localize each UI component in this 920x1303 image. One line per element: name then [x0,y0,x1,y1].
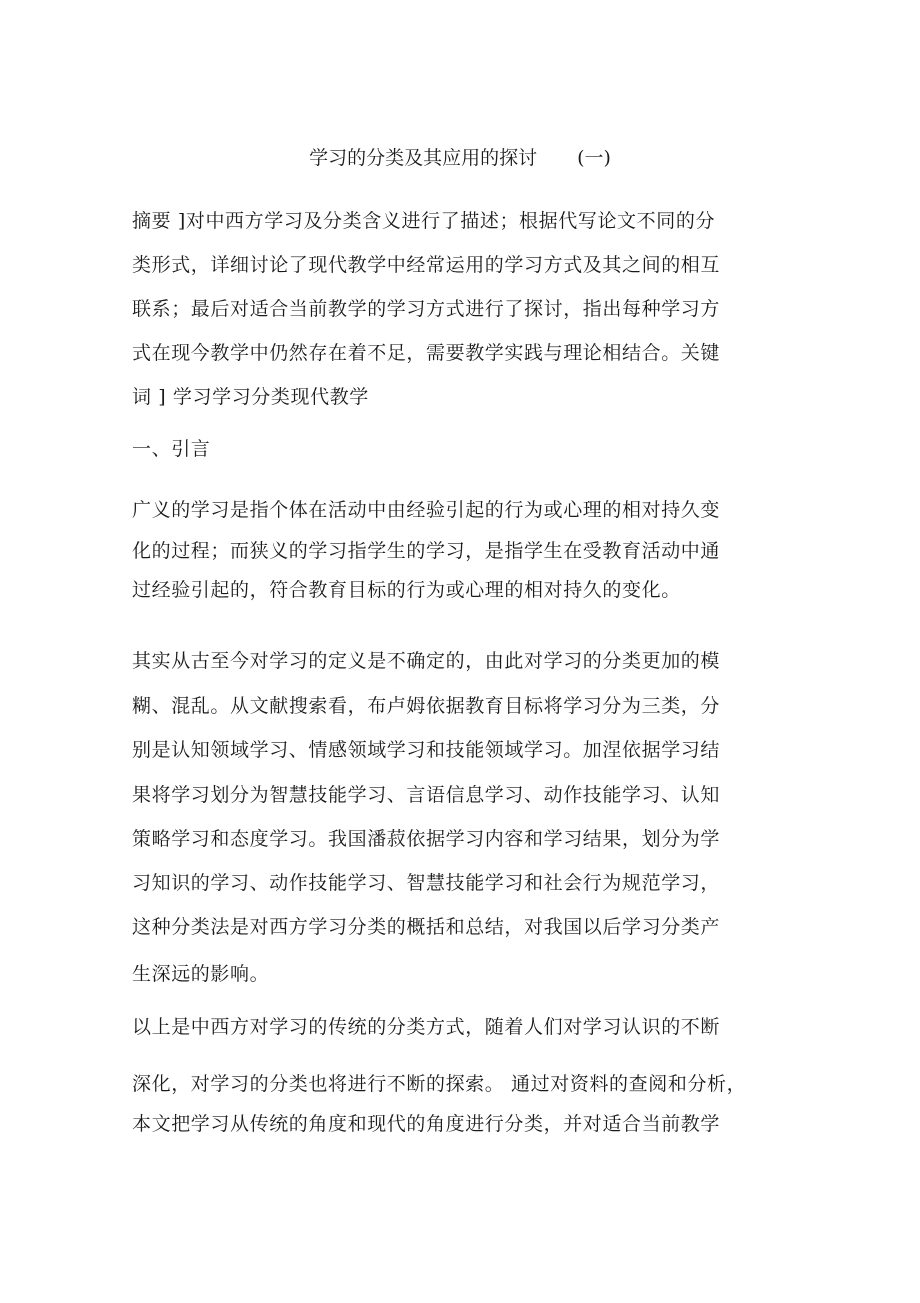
paragraph-3-line-2: 深化，对学习的分类也将进行不断的探索。 通过对资料的查阅和分析， [132,1073,747,1095]
abstract-line-4: 式在现今教学中仍然存在着不足，需要教学实践与理论相结合。关键 [132,342,721,364]
paragraph-3-line-3: 本文把学习从传统的角度和现代的角度进行分类，并对适合当前教学 [132,1113,721,1135]
paragraph-2-line-1: 其实从古至今对学习的定义是不确定的，由此对学习的分类更加的模 [132,650,721,672]
keywords-line: 词 ] 学习学习分类现代教学 [132,386,369,408]
abstract-line-3: 联系；最后对适合当前教学的学习方式进行了探讨，指出每种学习方 [132,298,721,320]
paragraph-2-line-5: 策略学习和态度学习。我国潘菽依据学习内容和学习结果，划分为学 [132,828,721,850]
document-title [0,143,920,173]
paragraph-2-line-3: 别是认知领域学习、情感领域学习和技能领域学习。加涅依据学习结 [132,739,721,761]
abstract-line-1: 摘要 ]对中西方学习及分类含义进行了描述；根据代写论文不同的分 [132,210,716,232]
section-heading: 一、引言 [132,438,211,460]
abstract-line-2: 类形式，详细讨论了现代教学中经常运用的学习方式及其之间的相互 [132,254,721,276]
paragraph-2-line-7: 这种分类法是对西方学习分类的概括和总结，对我国以后学习分类产 [132,916,721,938]
title-suffix: (一) [577,147,611,169]
paragraph-3-line-1: 以上是中西方对学习的传统的分类方式，随着人们对学习认识的不断 [132,1016,721,1038]
paragraph-2-line-6: 习知识的学习、动作技能学习、智慧技能学习和社会行为规范学习， [132,872,721,894]
paragraph-2-line-2: 糊、混乱。从文献搜索看，布卢姆依据教育目标将学习分为三类，分 [132,695,721,717]
paragraph-1-line-3: 过经验引起的，符合教育目标的行为或心理的相对持久的变化。 [132,579,681,601]
title-main: 学习的分类及其应用的探讨 [309,147,538,169]
paragraph-1-line-2: 化的过程；而狭义的学习指学生的学习，是指学生在受教育活动中通 [132,540,721,562]
paragraph-2-line-4: 果将学习划分为智慧技能学习、言语信息学习、动作技能学习、认知 [132,784,721,806]
paragraph-1-line-1: 广义的学习是指个体在活动中由经验引起的行为或心理的相对持久变 [132,499,721,521]
paragraph-2-line-8: 生深远的影响。 [132,963,270,985]
